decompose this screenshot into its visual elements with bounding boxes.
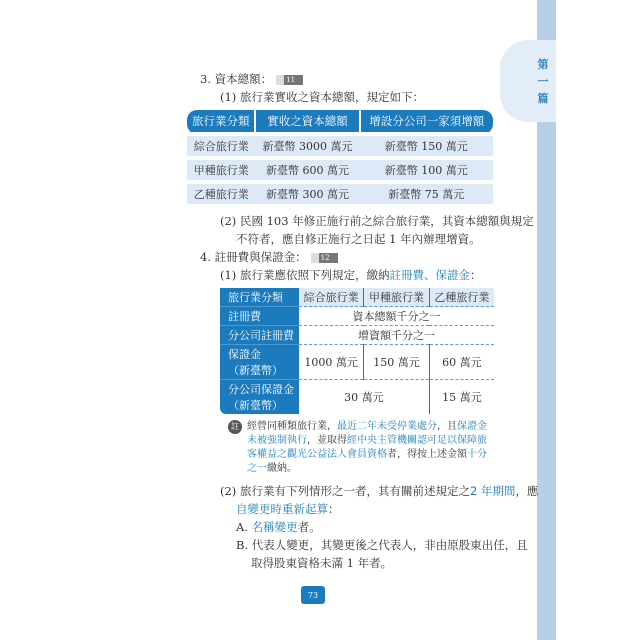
- paragraph: 不符者，應自修正施行之日起 1 年內辦理增資。: [236, 232, 481, 246]
- highlight: 十分之一: [247, 449, 487, 474]
- column-header: 實收之資本總額: [255, 110, 359, 134]
- text: 分公司保證金: [228, 383, 294, 396]
- cell: 甲種旅行業: [364, 288, 429, 307]
- text: 者，得按上述金額: [387, 449, 467, 460]
- cell: 60 萬元: [429, 345, 494, 380]
- cell: 乙種旅行業: [429, 288, 494, 307]
- paragraph: [187, 482, 539, 500]
- cell: 新臺幣 75 萬元: [360, 182, 494, 204]
- highlight: 強制執行: [267, 435, 307, 446]
- section-4-heading: [187, 248, 497, 266]
- heading-text: 3. 資本總額：: [200, 72, 273, 86]
- text: ：: [328, 502, 340, 516]
- item-a: [187, 518, 497, 536]
- text: (2) 旅行業有下列情形之一者，其有關前述規定之: [220, 484, 470, 498]
- highlight: 2 年期間: [469, 484, 516, 498]
- highlight: 最近二年未受停業處分: [337, 421, 437, 432]
- text: ，且: [437, 421, 457, 432]
- note-text: [247, 420, 494, 476]
- table-row: [187, 134, 493, 158]
- cell: 1000 萬元: [299, 345, 364, 380]
- row-header: [220, 380, 299, 415]
- text: (1) 旅行業應依照下列規定，繳納: [220, 268, 390, 282]
- reference-badge: 11: [276, 75, 303, 85]
- paragraph: (2) 民國 103 年修正施行前之綜合旅行業，其資本總額與規定: [220, 214, 534, 228]
- cell: 乙種旅行業: [187, 182, 255, 204]
- capital-table: [187, 110, 493, 204]
- column-header: 增設分公司一家須增額: [360, 110, 494, 134]
- text: （新臺幣）: [228, 399, 283, 412]
- row-header: 分公司註冊費: [220, 326, 299, 345]
- cell: 增資額千分之一: [299, 326, 494, 345]
- column-header: 旅行業分類: [187, 110, 255, 134]
- paragraph: [187, 266, 497, 284]
- cell: 甲種旅行業: [187, 158, 255, 182]
- cell: 綜合旅行業: [187, 134, 255, 158]
- table-row: [187, 158, 493, 182]
- text: 經營同種類旅行業，: [247, 421, 337, 432]
- cell: 新臺幣 100 萬元: [360, 158, 494, 182]
- highlight: 名稱變更: [251, 520, 298, 534]
- highlight: 自變更時重新起算: [236, 502, 328, 516]
- text: （新臺幣）: [228, 364, 283, 377]
- row-header: 註冊費: [220, 307, 299, 326]
- highlight: 註冊費、保證金: [389, 268, 470, 282]
- cell: 新臺幣 150 萬元: [360, 134, 494, 158]
- cell: 新臺幣 600 萬元: [255, 158, 359, 182]
- text: ：: [469, 268, 482, 282]
- section-3-heading: [187, 70, 497, 88]
- item-b-cont: 取得股東資格未滿 1 年者。: [251, 556, 393, 570]
- highlight: 經中央主管機關認可足以保障旅客權益之: [247, 435, 487, 460]
- note: [228, 420, 494, 476]
- cell: 150 萬元: [364, 345, 429, 380]
- table-row: [187, 182, 493, 204]
- text: ，並取得: [307, 435, 347, 446]
- reference-badge: 12: [311, 253, 338, 263]
- paragraph: [187, 500, 497, 518]
- cell: 資本總額千分之一: [299, 307, 494, 326]
- text: ，應: [515, 484, 539, 498]
- fee-table: [220, 288, 494, 414]
- cell: 30 萬元: [344, 391, 384, 404]
- paragraph: (1) 旅行業實收之資本總額，規定如下：: [220, 90, 424, 104]
- cell: 15 萬元: [429, 380, 494, 415]
- text: A.: [236, 520, 248, 534]
- page-content: [187, 70, 539, 572]
- heading-text: 4. 註冊費與保證金：: [200, 250, 307, 264]
- row-header: 旅行業分類: [220, 288, 299, 307]
- highlight: 保證金未被: [247, 421, 487, 446]
- text: 保證金: [228, 348, 261, 361]
- highlight: 觀光公益法人會員資格: [287, 449, 387, 460]
- cell: 新臺幣 3000 萬元: [255, 134, 359, 158]
- chapter-tab-label: 第一篇: [537, 58, 549, 105]
- cell: 綜合旅行業: [299, 288, 364, 307]
- note-icon: 註: [228, 420, 242, 434]
- page-number: 73: [301, 586, 325, 604]
- cell: 新臺幣 300 萬元: [255, 182, 359, 204]
- row-header: [220, 345, 299, 380]
- text: 繳納。: [267, 463, 297, 474]
- text: 者。: [297, 520, 321, 534]
- item-b: B. 代表人變更，其變更後之代表人，非由原股東出任，且: [236, 538, 528, 552]
